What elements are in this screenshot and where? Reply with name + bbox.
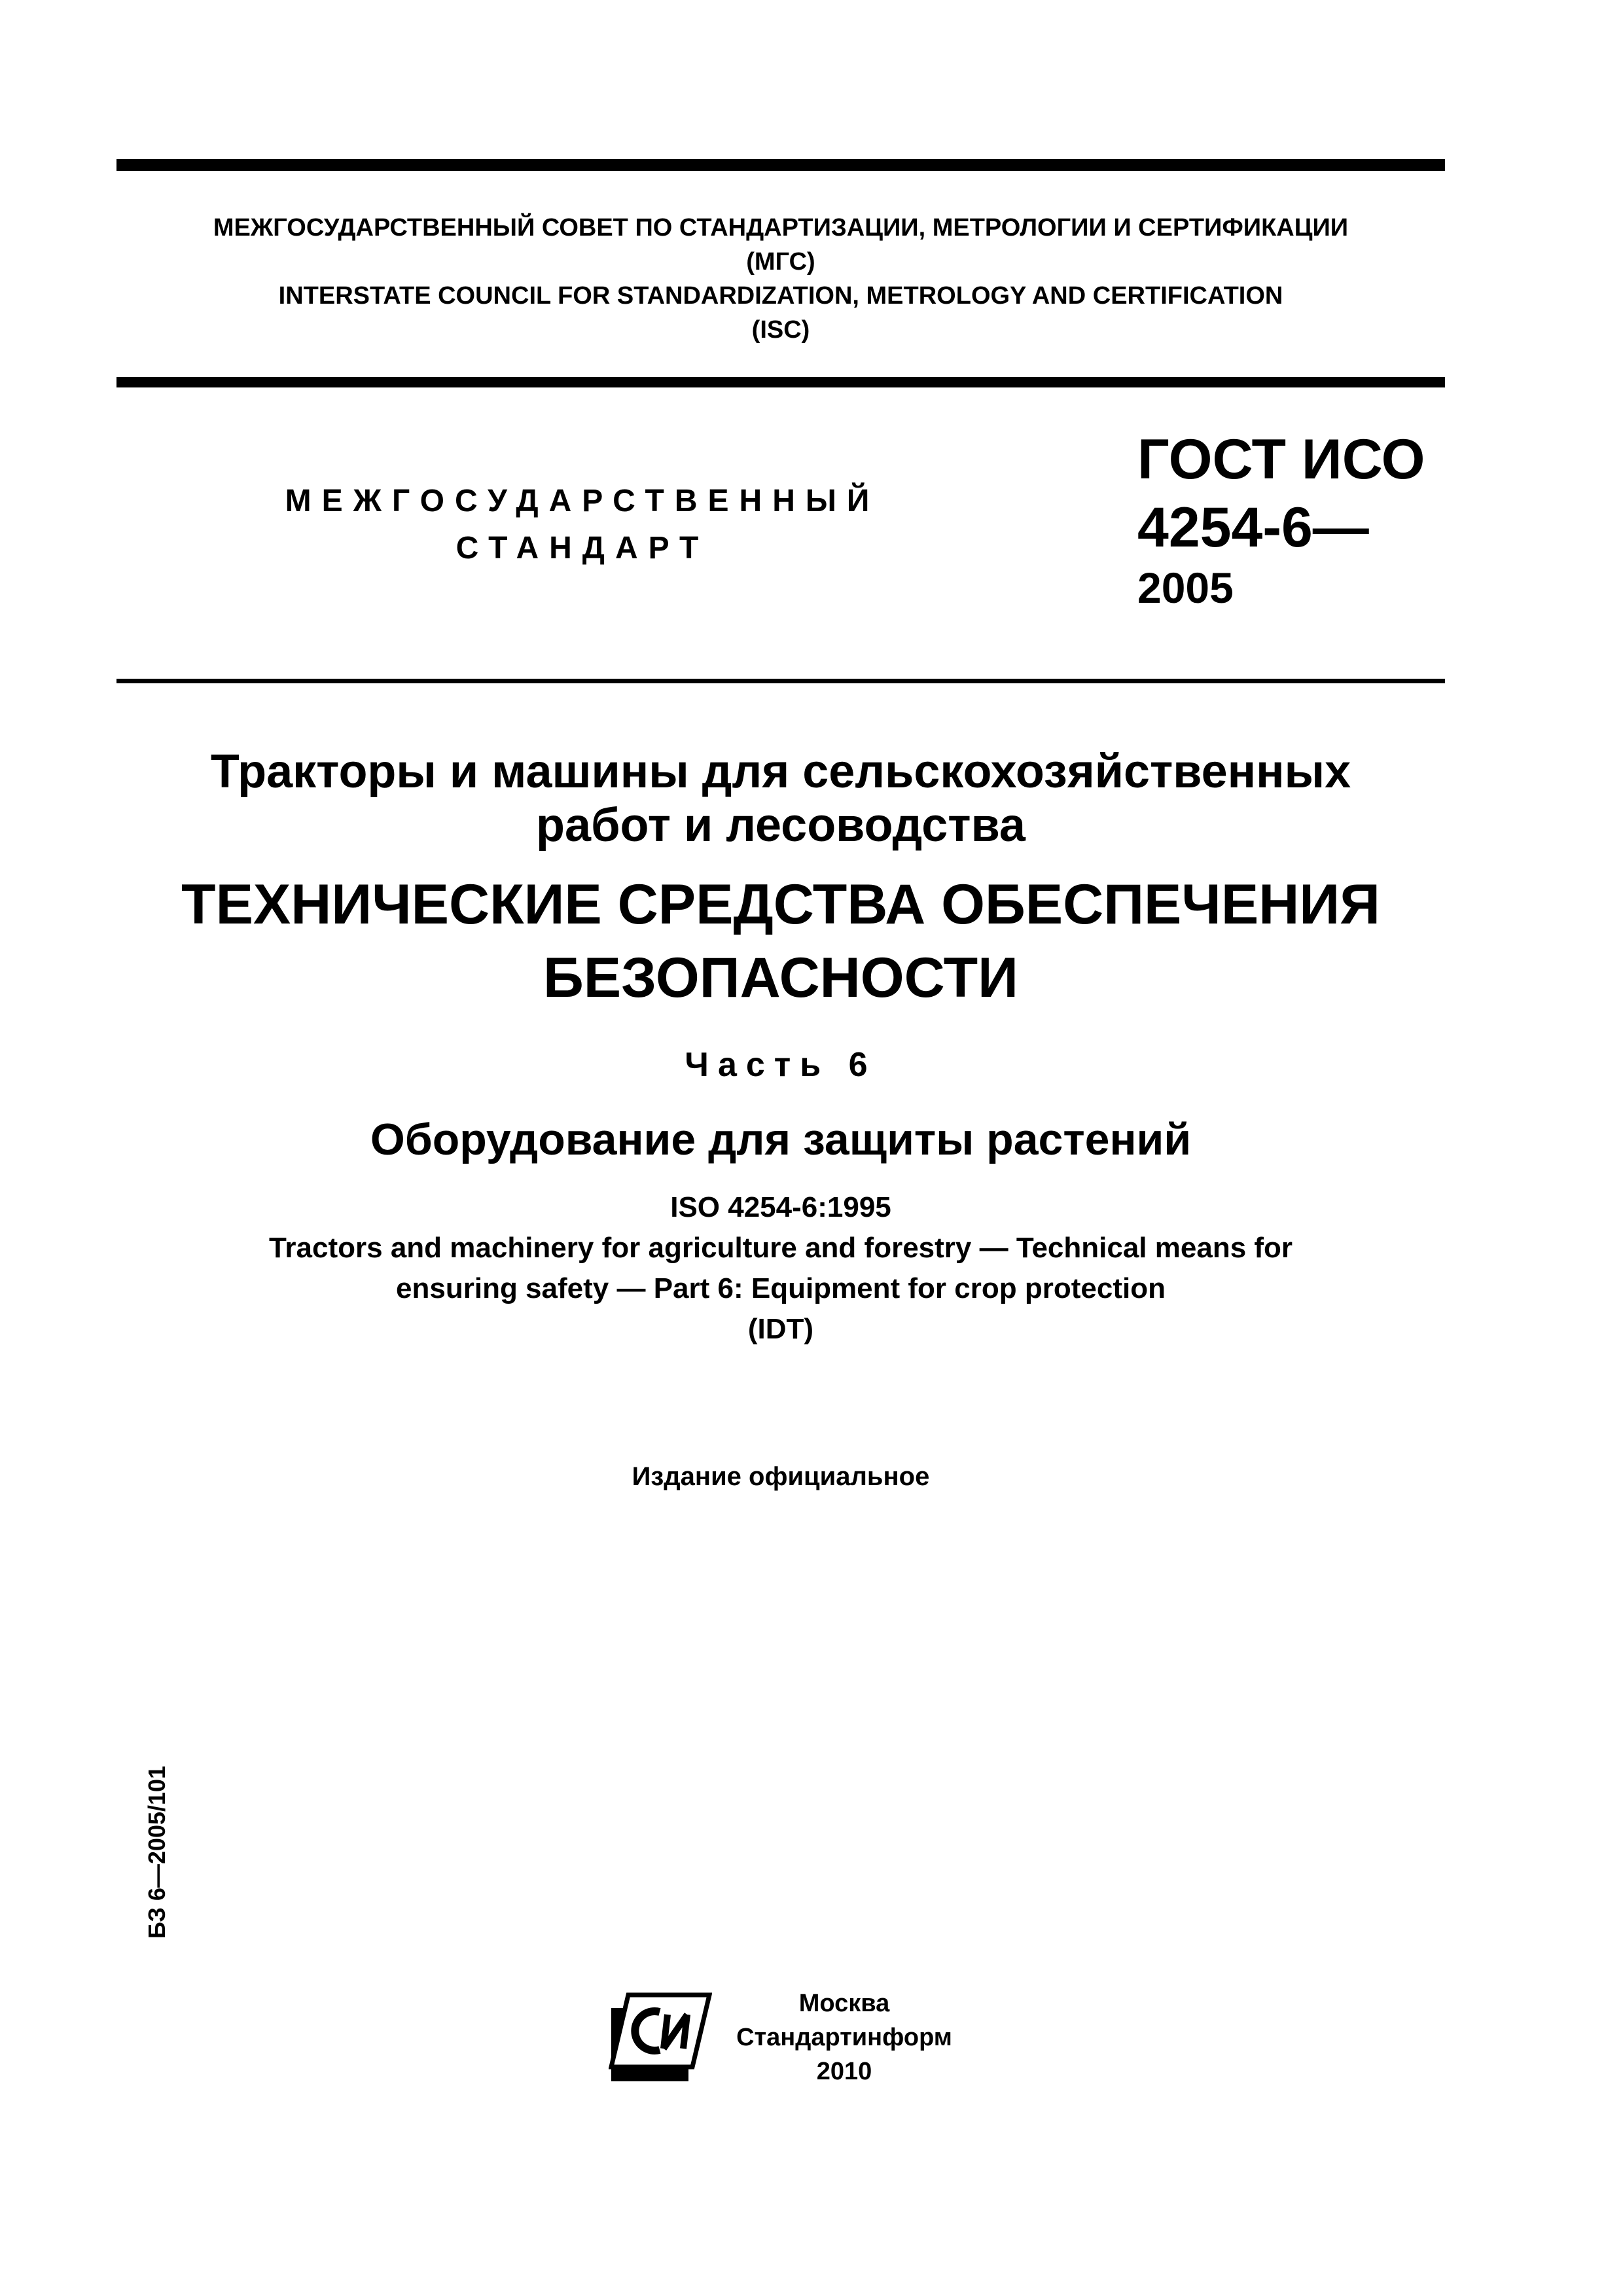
publisher-name: Стандартинформ <box>736 2024 952 2051</box>
title-block <box>116 745 1445 1350</box>
council-ru-abbr: (МГС) <box>746 248 815 276</box>
iso-number: ISO 4254-6:1995 <box>670 1191 891 1223</box>
gost-designation-line2: 4254-6— <box>1137 496 1369 559</box>
council-header <box>116 211 1445 347</box>
iso-title-line2: ensuring safety — Part 6: Equipment for crop protection <box>396 1272 1166 1304</box>
publisher-city: Москва <box>798 1990 890 2017</box>
subject-title-line1: Тракторы и машины для сельскохозяйственных <box>210 745 1351 798</box>
part-number: Часть 6 <box>685 1046 877 1084</box>
main-title <box>116 868 1445 1014</box>
side-code: БЗ 6—2005/101 <box>143 1765 170 1939</box>
publisher-block <box>720 1986 969 2089</box>
subject-title <box>116 745 1445 852</box>
council-ru-name: МЕЖГОСУДАРСТВЕННЫЙ СОВЕТ ПО СТАНДАРТИЗАЦИИ, МЕТРОЛОГИИ И СЕРТИФИКАЦИИ <box>213 214 1349 242</box>
main-title-line2: БЕЗОПАСНОСТИ <box>543 946 1018 1009</box>
council-en-name: INTERSTATE COUNCIL FOR STANDARDIZATION, METROLOGY AND CERTIFICATION <box>278 282 1283 310</box>
part-title: Оборудование для защиты растений <box>370 1115 1192 1164</box>
standartinform-logo-icon <box>609 1990 712 2085</box>
main-title-line1: ТЕХНИЧЕСКИЕ СРЕДСТВА ОБЕСПЕЧЕНИЯ <box>181 873 1380 936</box>
standard-type-line2: СТАНДАРТ <box>455 531 709 565</box>
gost-designation <box>1137 425 1438 614</box>
iso-title-line1: Tractors and machinery for agriculture and forestry — Technical means for <box>268 1232 1293 1264</box>
publisher-year: 2010 <box>816 2058 872 2085</box>
middle-rule <box>116 377 1445 387</box>
top-rule <box>116 159 1445 171</box>
council-en-abbr: (ISC) <box>751 316 810 344</box>
lower-rule <box>116 679 1445 683</box>
iso-degree: (IDT) <box>747 1313 814 1345</box>
logo-front-panel <box>611 1995 709 2067</box>
iso-reference <box>116 1187 1445 1350</box>
edition-note: Издание официальное <box>632 1462 930 1491</box>
gost-designation-line1: ГОСТ ИСО <box>1137 428 1425 491</box>
gost-designation-year: 2005 <box>1137 564 1234 612</box>
standard-type-label <box>249 478 916 572</box>
subject-title-line2: работ и лесоводства <box>536 799 1026 852</box>
standard-type-line1: МЕЖГОСУДАРСТВЕННЫЙ <box>285 484 880 518</box>
